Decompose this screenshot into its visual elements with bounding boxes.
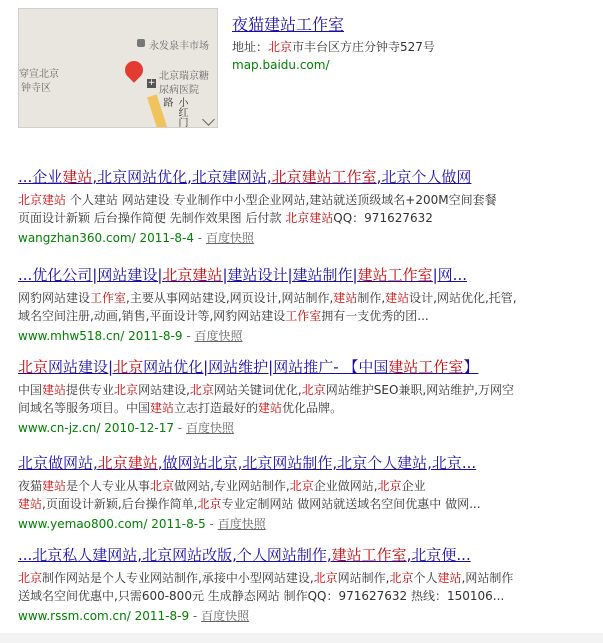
- text-segment: 域名空间注册,动画,销售,平面设计等,网豹网站建设: [18, 309, 286, 323]
- snippet-line: [18, 381, 578, 399]
- text-segment: 建站: [309, 193, 334, 207]
- text-segment: 企业做网站,: [313, 479, 378, 493]
- highlight-text: 北京: [377, 479, 402, 493]
- result-title-link[interactable]: [18, 264, 578, 285]
- map-thumbnail[interactable]: [18, 8, 218, 128]
- text-segment: 就送顶级域名+200M空间套餐: [333, 193, 497, 207]
- text-segment: 网豹网站建设: [18, 291, 91, 305]
- highlight-text: 北京: [189, 383, 214, 397]
- text-segment: ,北京个人做网: [376, 168, 472, 186]
- cache-link[interactable]: 百度快照: [185, 421, 234, 435]
- text-segment: ,北京便...: [406, 546, 471, 564]
- result-url: www.yemao800.com/: [18, 517, 148, 531]
- text-segment: ,网站制作: [461, 571, 514, 585]
- text-segment: 做网站,专业网站制作,: [174, 479, 290, 493]
- text-segment: 网站制作,: [337, 571, 390, 585]
- text-segment: 网站建设,: [138, 383, 190, 397]
- map-label-left1: 穿宣北京: [19, 69, 59, 80]
- text-segment: 拥有一支优秀的团...: [321, 309, 429, 323]
- search-result: [18, 452, 578, 532]
- highlight-text: 建站: [258, 401, 283, 415]
- highlight-text: 北京: [389, 571, 414, 585]
- text-segment: 提供专业: [66, 383, 115, 397]
- text-segment: 企业: [401, 479, 426, 493]
- cache-link[interactable]: 百度快照: [217, 517, 266, 531]
- result-meta: www.yemao800.com/ 2011-8-5 - 百度快照: [18, 517, 266, 531]
- highlight-text: 建站: [62, 168, 93, 186]
- text-segment: ...优化公司|网站建设|: [18, 266, 163, 284]
- result-snippet: [18, 289, 578, 325]
- text-segment: 】: [463, 358, 479, 376]
- snippet-line: [18, 307, 578, 325]
- highlight-text: 北京: [313, 571, 338, 585]
- result-date: 2010-12-17: [104, 421, 174, 435]
- result-snippet: [18, 477, 578, 513]
- text-segment: ...企业: [18, 168, 63, 186]
- text-segment: QQ：971627632: [333, 211, 433, 225]
- snippet-line: [18, 477, 578, 495]
- cache-link[interactable]: 百度快照: [194, 329, 243, 343]
- result-meta: www.mhw518.cn/ 2011-8-9 - 百度快照: [18, 329, 243, 343]
- snippet-line: [18, 289, 578, 307]
- hospital-icon: +: [147, 78, 156, 88]
- address-prefix: 地址：: [232, 40, 269, 54]
- highlight-text: 北京建站: [285, 211, 334, 225]
- text-segment: 设计,网站优化,托管,: [409, 291, 517, 305]
- text-segment: 夜猫: [18, 479, 43, 493]
- result-title-link[interactable]: [18, 356, 578, 377]
- result-snippet: [18, 569, 578, 605]
- market-pin-icon: [137, 39, 145, 47]
- highlight-text: 北京: [150, 479, 175, 493]
- result-url: www.mhw518.cn/: [18, 329, 125, 343]
- text-segment: 是个人专业从事: [66, 479, 151, 493]
- text-segment: 个人建站 网站建设 专业制作中小型企业网站,: [66, 193, 310, 207]
- text-segment: 页面设计新颖 后台操作简便 先制作效果图 后付款: [18, 211, 286, 225]
- result-url: wangzhan360.com/: [18, 231, 136, 245]
- highlight-text: 北京: [289, 479, 314, 493]
- highlight-text: 建站: [333, 291, 358, 305]
- address-rest: 市丰台区方庄分钟寺527号: [292, 40, 435, 54]
- result-date: 2011-8-4: [139, 231, 194, 245]
- text-segment: 间域名等服务项目。中国: [18, 401, 151, 415]
- text-segment: |建站设计|建站制作|: [222, 266, 358, 284]
- highlight-text: 北京: [113, 358, 144, 376]
- map-label-market: 永发泉丰市场: [149, 41, 209, 52]
- place-title-link[interactable]: 夜猫建站工作室: [232, 15, 345, 34]
- result-meta: www.cn-jz.cn/ 2010-12-17 - 百度快照: [18, 421, 234, 435]
- snippet-line: [18, 399, 578, 417]
- text-segment: 制作,: [357, 291, 386, 305]
- map-label-road: 小红门路: [161, 97, 187, 127]
- highlight-text: 建站: [150, 401, 175, 415]
- search-result: [18, 264, 578, 344]
- highlight-text: 北京建站: [162, 266, 223, 284]
- highlight-text: 工作室: [90, 291, 127, 305]
- text-segment: 网站维护SEO兼职,网站维护,万网空: [325, 383, 515, 397]
- highlight-text: 北京建站: [18, 193, 67, 207]
- text-segment: ,北京网站优化,北京建网站,: [92, 168, 272, 186]
- bottom-bar: [0, 633, 603, 643]
- highlight-text: 建站工作室: [331, 546, 407, 564]
- highlight-text: 建站: [42, 479, 67, 493]
- snippet-line: [18, 191, 578, 209]
- cache-link[interactable]: 百度快照: [205, 231, 254, 245]
- highlight-text: 北京建站工作室: [271, 168, 377, 186]
- highlight-text: 建站: [18, 497, 43, 511]
- text-segment: 网站优化|网站维护|网站推广- 【中国: [143, 358, 389, 376]
- place-url: map.baidu.com/: [232, 58, 330, 72]
- result-date: 2011-8-9: [134, 609, 190, 623]
- highlight-text: 工作室: [285, 309, 322, 323]
- highlight-text: 北京: [301, 383, 326, 397]
- highlight-text: 建站: [42, 383, 67, 397]
- map-arrow-icon: [202, 113, 215, 126]
- text-segment: ...北京私人建网站,北京网站改版,个人网站制作,: [18, 546, 332, 564]
- highlight-text: 建站: [385, 291, 410, 305]
- highlight-text: 北京: [197, 497, 222, 511]
- snippet-line: [18, 495, 578, 513]
- snippet-line: [18, 569, 578, 587]
- snippet-line: [18, 587, 578, 605]
- highlight-text: 建站: [437, 571, 462, 585]
- search-result: [18, 544, 578, 624]
- text-segment: 专业定制网站 做网站就送域名空间优惠中 做网...: [221, 497, 481, 511]
- highlight-text: 建站工作室: [357, 266, 433, 284]
- text-segment: 制作网站是个人专业网站制作,承接中小型网站建设,: [42, 571, 314, 585]
- cache-link[interactable]: 百度快照: [201, 609, 250, 623]
- text-segment: |网...: [432, 266, 467, 284]
- text-segment: ,页面设计新颖,后台操作简单,: [42, 497, 198, 511]
- text-segment: 网站建设|: [48, 358, 114, 376]
- snippet-line: [18, 209, 578, 227]
- text-segment: ,主要从事网站建设,网页设计,网站制作,: [126, 291, 334, 305]
- highlight-text: 北京: [18, 571, 43, 585]
- highlight-text: 北京: [18, 358, 49, 376]
- location-marker-icon: [121, 57, 146, 82]
- highlight-text: 北京: [114, 383, 139, 397]
- result-date: 2011-8-5: [151, 517, 206, 531]
- result-snippet: [18, 381, 578, 417]
- result-title-link[interactable]: [18, 544, 578, 565]
- text-segment: 中国: [18, 383, 43, 397]
- result-snippet: [18, 191, 578, 227]
- search-result: [18, 356, 578, 436]
- map-label-hospital2: 尿病医院: [159, 85, 199, 96]
- highlight-text: 建站工作室: [388, 358, 464, 376]
- text-segment: 优化品牌。: [282, 401, 343, 415]
- result-title-link[interactable]: [18, 166, 578, 187]
- result-date: 2011-8-9: [128, 329, 183, 343]
- result-title-link[interactable]: [18, 452, 578, 473]
- text-segment: 北京做网站,: [18, 454, 98, 472]
- place-address: [232, 38, 435, 55]
- text-segment: 送域名空间优惠中,只需600-800元 生成静态网站 制作QQ：971627632 热线：150106...: [18, 589, 505, 603]
- result-url: www.cn-jz.cn/: [18, 421, 101, 435]
- search-result: [18, 166, 578, 246]
- text-segment: 立志打造最好的: [174, 401, 259, 415]
- result-meta: www.rssm.com.cn/ 2011-8-9 - 百度快照: [18, 609, 250, 623]
- text-segment: ,做网站北京,北京网站制作,北京个人建站,北京...: [157, 454, 477, 472]
- result-meta: wangzhan360.com/ 2011-8-4 - 百度快照: [18, 231, 254, 245]
- text-segment: 网站关键词优化,: [213, 383, 302, 397]
- map-label-left2: 钟寺区: [21, 83, 51, 94]
- result-url: www.rssm.com.cn/: [18, 609, 131, 623]
- address-city: 北京: [268, 40, 293, 54]
- highlight-text: 北京建站: [97, 454, 158, 472]
- map-label-hospital1: 北京瑞京糖: [159, 71, 209, 82]
- text-segment: 个人: [413, 571, 438, 585]
